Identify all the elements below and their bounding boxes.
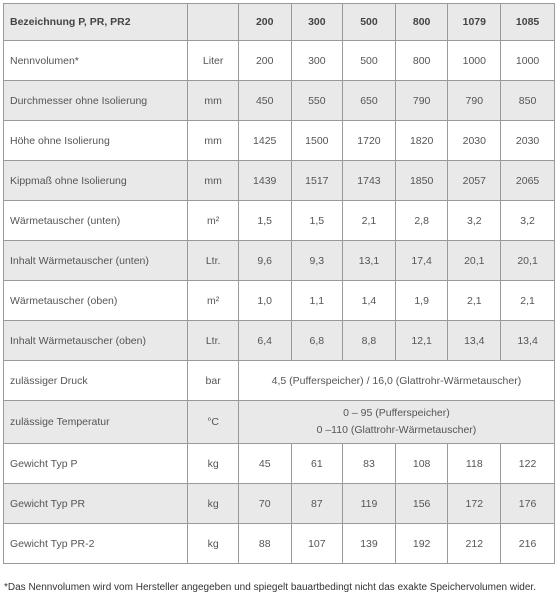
row-unit: kg bbox=[188, 524, 238, 564]
header-col-500: 500 bbox=[343, 4, 396, 41]
table-row bbox=[4, 241, 555, 281]
temperature-line-1: 0 – 95 (Pufferspeicher) bbox=[343, 407, 450, 419]
row-unit: Liter bbox=[188, 41, 238, 81]
row-value: 3,2 bbox=[501, 201, 555, 241]
header-col-300: 300 bbox=[291, 4, 343, 41]
row-value: 1425 bbox=[238, 121, 291, 161]
table-row bbox=[4, 41, 555, 81]
row-value: 20,1 bbox=[448, 241, 501, 281]
row-value: 118 bbox=[448, 444, 501, 484]
row-value: 1500 bbox=[291, 121, 343, 161]
row-value: 172 bbox=[448, 484, 501, 524]
row-value: 1743 bbox=[343, 161, 396, 201]
table-row bbox=[4, 201, 555, 241]
row-value: 212 bbox=[448, 524, 501, 564]
table-row bbox=[4, 81, 555, 121]
row-value: 1,0 bbox=[238, 281, 291, 321]
row-value: 9,3 bbox=[291, 241, 343, 281]
row-value: 200 bbox=[238, 41, 291, 81]
row-value: 1720 bbox=[343, 121, 396, 161]
row-value: 2,1 bbox=[448, 281, 501, 321]
row-value: 850 bbox=[501, 81, 555, 121]
row-value: 300 bbox=[291, 41, 343, 81]
row-value: 650 bbox=[343, 81, 396, 121]
row-value: 61 bbox=[291, 444, 343, 484]
temperature-unit: °C bbox=[188, 401, 238, 444]
row-value: 1439 bbox=[238, 161, 291, 201]
row-value: 6,8 bbox=[291, 321, 343, 361]
temperature-line-2: 0 –110 (Glattrohr-Wärmetauscher) bbox=[316, 424, 477, 436]
row-label: Inhalt Wärmetauscher (oben) bbox=[4, 321, 188, 361]
weight-row bbox=[4, 444, 555, 484]
row-value: 500 bbox=[343, 41, 396, 81]
temperature-value bbox=[238, 401, 554, 444]
table-row bbox=[4, 281, 555, 321]
row-value: 2065 bbox=[501, 161, 555, 201]
row-value: 2057 bbox=[448, 161, 501, 201]
row-unit: kg bbox=[188, 484, 238, 524]
row-value: 13,4 bbox=[501, 321, 555, 361]
header-col-1079: 1079 bbox=[448, 4, 501, 41]
row-value: 2,8 bbox=[395, 201, 448, 241]
row-value: 87 bbox=[291, 484, 343, 524]
row-value: 1,4 bbox=[343, 281, 396, 321]
weight-row bbox=[4, 524, 555, 564]
row-value: 83 bbox=[343, 444, 396, 484]
row-value: 13,4 bbox=[448, 321, 501, 361]
row-value: 20,1 bbox=[501, 241, 555, 281]
row-value: 216 bbox=[501, 524, 555, 564]
row-label: Wärmetauscher (oben) bbox=[4, 281, 188, 321]
row-label: Inhalt Wärmetauscher (unten) bbox=[4, 241, 188, 281]
pressure-row bbox=[4, 361, 555, 401]
row-value: 800 bbox=[395, 41, 448, 81]
row-label: Gewicht Typ PR-2 bbox=[4, 524, 188, 564]
row-value: 450 bbox=[238, 81, 291, 121]
row-unit: mm bbox=[188, 81, 238, 121]
row-label: Gewicht Typ PR bbox=[4, 484, 188, 524]
row-label: Wärmetauscher (unten) bbox=[4, 201, 188, 241]
header-col-200: 200 bbox=[238, 4, 291, 41]
row-value: 122 bbox=[501, 444, 555, 484]
header-row bbox=[4, 4, 555, 41]
header-col-800: 800 bbox=[395, 4, 448, 41]
temperature-row bbox=[4, 401, 555, 444]
row-value: 1,5 bbox=[291, 201, 343, 241]
row-value: 156 bbox=[395, 484, 448, 524]
header-label: Bezeichnung P, PR, PR2 bbox=[4, 4, 188, 41]
row-value: 88 bbox=[238, 524, 291, 564]
row-value: 70 bbox=[238, 484, 291, 524]
header-col-1085: 1085 bbox=[501, 4, 555, 41]
table-row bbox=[4, 121, 555, 161]
spec-table bbox=[3, 3, 555, 564]
row-value: 550 bbox=[291, 81, 343, 121]
row-value: 1850 bbox=[395, 161, 448, 201]
row-unit: Ltr. bbox=[188, 321, 238, 361]
row-label: Nennvolumen* bbox=[4, 41, 188, 81]
row-value: 1,9 bbox=[395, 281, 448, 321]
row-value: 1,1 bbox=[291, 281, 343, 321]
row-value: 108 bbox=[395, 444, 448, 484]
row-unit: mm bbox=[188, 121, 238, 161]
row-value: 2030 bbox=[448, 121, 501, 161]
header-unit bbox=[188, 4, 238, 41]
row-unit: Ltr. bbox=[188, 241, 238, 281]
row-value: 107 bbox=[291, 524, 343, 564]
pressure-label: zulässiger Druck bbox=[4, 361, 188, 401]
row-label: Höhe ohne Isolierung bbox=[4, 121, 188, 161]
footnote: *Das Nennvolumen wird vom Hersteller angegeben und spiegelt bauartbedingt nicht das exakte Speichervolumen wider. bbox=[4, 582, 536, 593]
row-value: 8,8 bbox=[343, 321, 396, 361]
row-unit: kg bbox=[188, 444, 238, 484]
row-value: 1000 bbox=[448, 41, 501, 81]
row-value: 119 bbox=[343, 484, 396, 524]
table-row bbox=[4, 321, 555, 361]
row-value: 12,1 bbox=[395, 321, 448, 361]
row-label: Gewicht Typ P bbox=[4, 444, 188, 484]
spec-table-body bbox=[4, 4, 555, 564]
table-row bbox=[4, 161, 555, 201]
row-label: Kippmaß ohne Isolierung bbox=[4, 161, 188, 201]
row-value: 13,1 bbox=[343, 241, 396, 281]
weight-row bbox=[4, 484, 555, 524]
row-value: 9,6 bbox=[238, 241, 291, 281]
row-unit: mm bbox=[188, 161, 238, 201]
row-unit: m² bbox=[188, 281, 238, 321]
row-value: 17,4 bbox=[395, 241, 448, 281]
row-value: 1000 bbox=[501, 41, 555, 81]
row-value: 1,5 bbox=[238, 201, 291, 241]
temperature-label: zulässige Temperatur bbox=[4, 401, 188, 444]
row-value: 176 bbox=[501, 484, 555, 524]
row-value: 1820 bbox=[395, 121, 448, 161]
row-value: 2,1 bbox=[343, 201, 396, 241]
row-value: 790 bbox=[395, 81, 448, 121]
row-value: 2,1 bbox=[501, 281, 555, 321]
row-value: 3,2 bbox=[448, 201, 501, 241]
row-unit: m² bbox=[188, 201, 238, 241]
row-value: 2030 bbox=[501, 121, 555, 161]
row-value: 192 bbox=[395, 524, 448, 564]
row-value: 45 bbox=[238, 444, 291, 484]
row-value: 1517 bbox=[291, 161, 343, 201]
pressure-value: 4,5 (Pufferspeicher) / 16,0 (Glattrohr-Wärmetauscher) bbox=[238, 361, 554, 401]
row-label: Durchmesser ohne Isolierung bbox=[4, 81, 188, 121]
pressure-unit: bar bbox=[188, 361, 238, 401]
row-value: 139 bbox=[343, 524, 396, 564]
row-value: 790 bbox=[448, 81, 501, 121]
row-value: 6,4 bbox=[238, 321, 291, 361]
